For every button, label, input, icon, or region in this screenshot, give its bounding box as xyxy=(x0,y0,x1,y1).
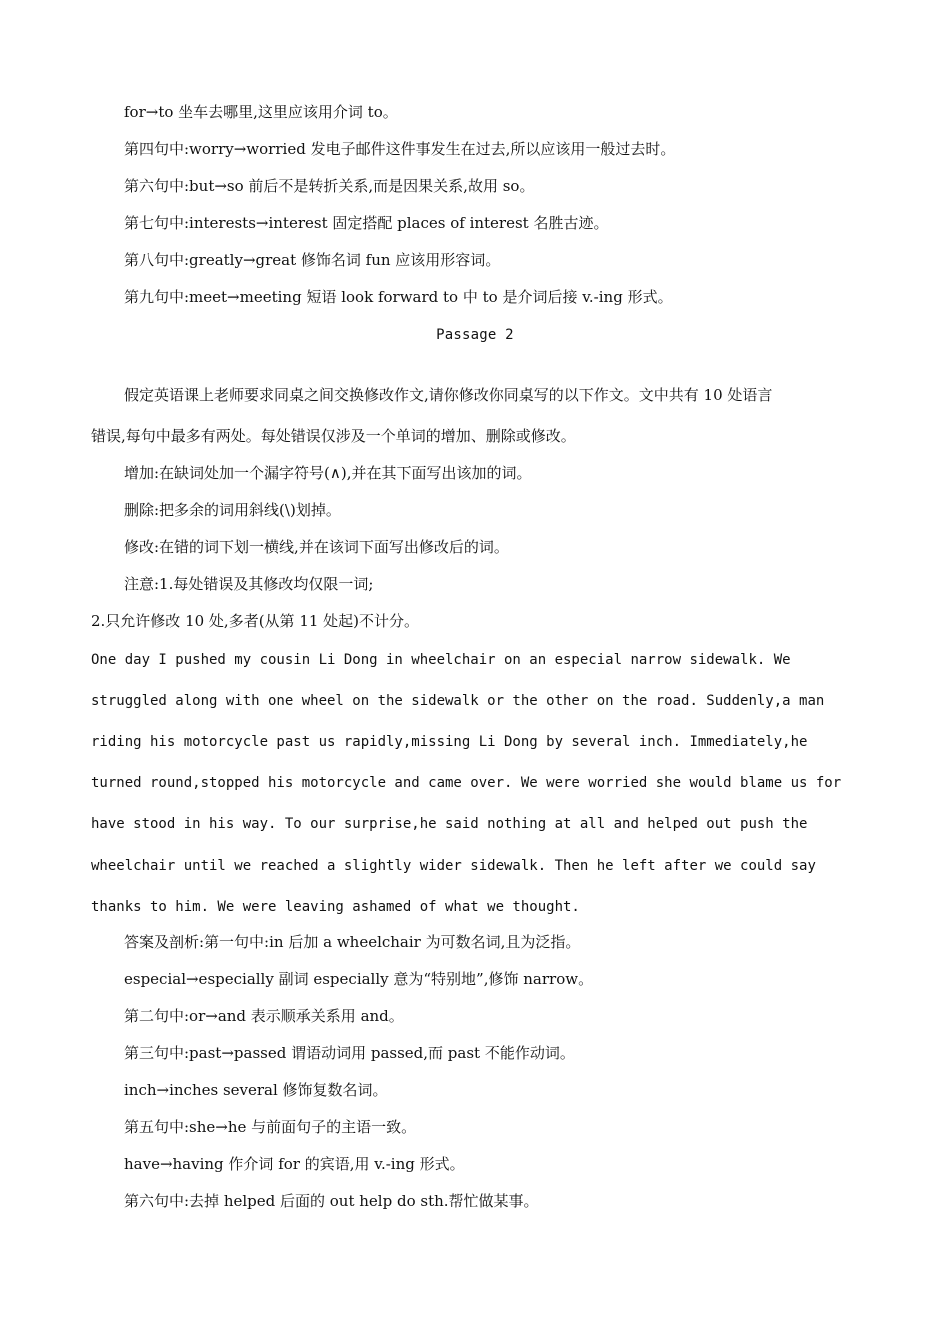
passage-line: have stood in his way. To our surprise,he said nothing at all and helped out push the xyxy=(91,816,808,832)
answer-analysis-6: 第五句中:she→he 与前面句子的主语一致。 xyxy=(124,1118,417,1136)
passage-line: thanks to him. We were leaving ashamed of what we thought. xyxy=(91,899,580,915)
passage-title: Passage 2 xyxy=(436,327,514,343)
passage-line: turned round,stopped his motorcycle and came over. We were worried she would blame us for xyxy=(91,775,842,791)
answer-analysis-4: 第三句中:past→passed 谓语动词用 passed,而 past 不能作动词。 xyxy=(124,1044,575,1062)
instruction-delete: 删除:把多余的词用斜线(\)划掉。 xyxy=(124,501,341,519)
answer-analysis-5: inch→inches several 修饰复数名词。 xyxy=(124,1081,388,1099)
answer-analysis-2: especial→especially 副词 especially 意为“特别地”,修饰 narrow。 xyxy=(124,970,594,988)
answer-line-sentence-7: 第七句中:interests→interest 固定搭配 places of interest 名胜古迹。 xyxy=(124,214,609,232)
answer-line-for-to: for→to 坐车去哪里,这里应该用介词 to。 xyxy=(124,103,398,121)
answer-analysis-3: 第二句中:or→and 表示顺承关系用 and。 xyxy=(124,1007,404,1025)
instruction-modify: 修改:在错的词下划一横线,并在该词下面写出修改后的词。 xyxy=(124,538,509,556)
answer-line-sentence-6: 第六句中:but→so 前后不是转折关系,而是因果关系,故用 so。 xyxy=(124,177,535,195)
instruction-intro-1: 假定英语课上老师要求同桌之间交换修改作文,请你修改你同桌写的以下作文。文中共有 10 处语言 xyxy=(124,386,773,404)
passage-line: wheelchair until we reached a slightly wider sidewalk. Then he left after we could say xyxy=(91,858,816,874)
instruction-note-2: 2.只允许修改 10 处,多者(从第 11 处起)不计分。 xyxy=(91,612,420,630)
answer-analysis-1: 答案及剖析:第一句中:in 后加 a wheelchair 为可数名词,且为泛指。 xyxy=(124,933,581,951)
answer-line-sentence-8: 第八句中:greatly→great 修饰名词 fun 应该用形容词。 xyxy=(124,251,501,269)
instruction-note-1: 注意:1.每处错误及其修改均仅限一词; xyxy=(124,575,374,593)
passage-line: riding his motorcycle past us rapidly,missing Li Dong by several inch. Immediately,he xyxy=(91,734,808,750)
answer-analysis-8: 第六句中:去掉 helped 后面的 out help do sth.帮忙做某事。 xyxy=(124,1192,539,1210)
instruction-intro-2: 错误,每句中最多有两处。每处错误仅涉及一个单词的增加、删除或修改。 xyxy=(91,427,576,445)
answer-line-sentence-4: 第四句中:worry→worried 发电子邮件这件事发生在过去,所以应该用一般过去时。 xyxy=(124,140,676,158)
instruction-add: 增加:在缺词处加一个漏字符号(∧),并在其下面写出该加的词。 xyxy=(124,464,532,482)
answer-analysis-7: have→having 作介词 for 的宾语,用 v.-ing 形式。 xyxy=(124,1155,465,1173)
passage-line: struggled along with one wheel on the sidewalk or the other on the road. Suddenly,a man xyxy=(91,693,825,709)
answer-line-sentence-9: 第九句中:meet→meeting 短语 look forward to 中 to 是介词后接 v.-ing 形式。 xyxy=(124,288,673,306)
passage-line: One day I pushed my cousin Li Dong in wheelchair on an especial narrow sidewalk. We xyxy=(91,652,791,668)
